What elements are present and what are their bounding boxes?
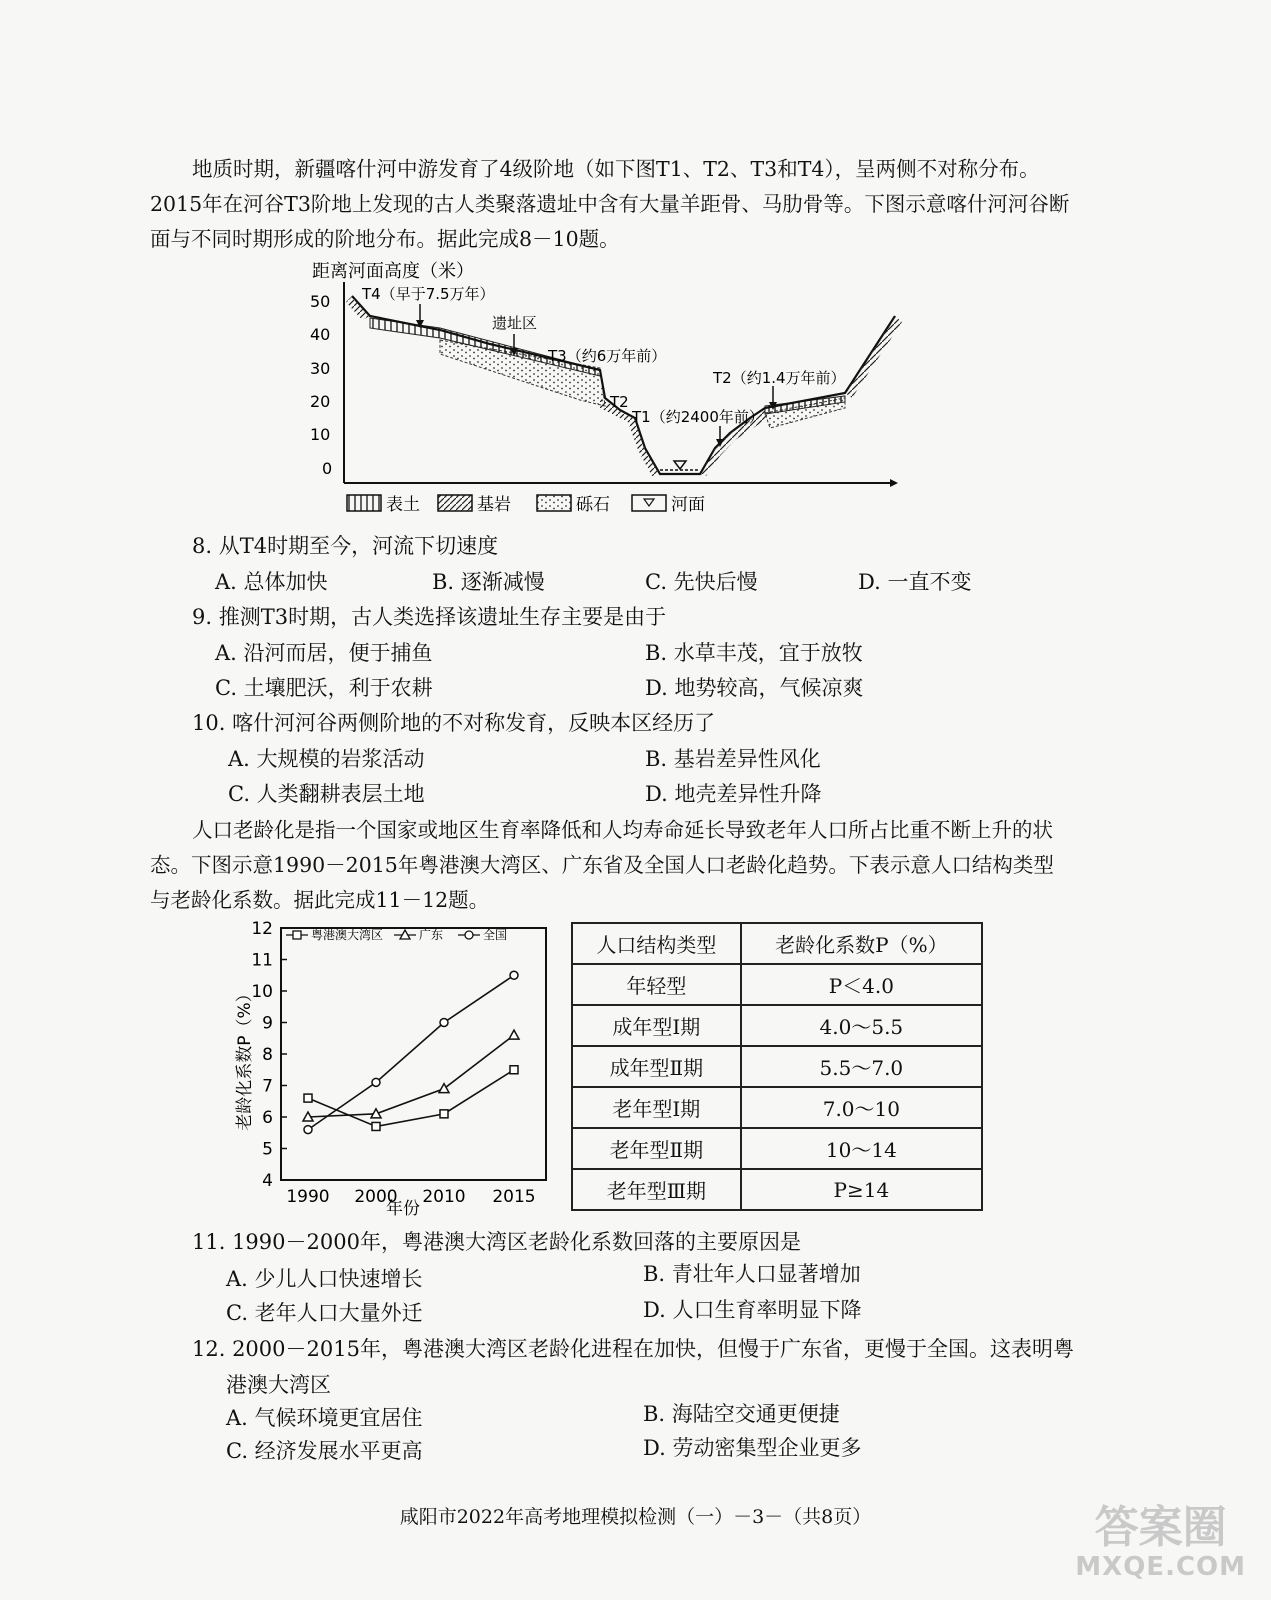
chart-legend-national: 全国 [483,928,508,942]
profile-legend [347,495,705,515]
intro-paragraph-aging: 人口老龄化是指一个国家或地区生育率降低和人均寿命延长导致老年人口所占比重不断上升的状态。下图示意1990－2015年粤港澳大湾区、广东省及全国人口老龄化趋势。下表示意人口结构类型与老龄化系数。据此完成11－12题。 [150,818,1054,912]
legend-bedrock-swatch [438,495,472,511]
intro-paragraph-terraces: 地质时期，新疆喀什河中游发育了4级阶地（如下图T1、T2、T3和T4），呈两侧不对称分布。2015年在河谷T3阶地上发现的古人类聚落遗址中含有大量羊距骨、马肋骨等。下图示意喀什河河谷断面与不同时期形成的阶地分布。据此完成8－10题。 [150,157,1070,251]
question-11-option-a: A. 少儿人口快速增长 [226,1267,423,1291]
chart-legend [286,927,507,942]
chart-y-tick-label: 11 [251,950,273,971]
legend-bedrock-label: 基岩 [477,495,511,515]
chart-x-tick-label: 2000 [354,1187,398,1207]
question-11-option-b: B. 青壮年人口显著增加 [643,1262,861,1286]
question-9-option-a: A. 沿河而居，便于捕鱼 [215,641,433,665]
profile-x-axis-arrow [890,479,898,487]
chart-y-tick-label: 4 [262,1171,273,1191]
question-12-stem-continued: 港澳大湾区 [226,1373,331,1397]
question-9-option-b: B. 水草丰茂，宜于放牧 [645,641,863,665]
chart-x-tick-label: 2010 [422,1187,466,1207]
question-12-option-d: D. 劳动密集型企业更多 [643,1436,862,1460]
chart-series-line-2 [308,975,514,1129]
table-header-coefficient: 老龄化系数P（%） [741,923,982,964]
profile-y-tick: 20 [310,392,331,411]
question-8-stem: 8. 从T4时期至今，河流下切速度 [192,534,499,558]
chart-series-line-1 [308,1035,514,1117]
label-t4: T4（早于7.5万年） [362,285,495,303]
question-12-option-b: B. 海陆空交通更便捷 [643,1402,840,1426]
label-t2-right: T2（约1.4万年前） [713,369,846,387]
river-surface-marker [674,461,686,469]
profile-y-tick: 30 [310,359,331,378]
legend-river-label: 河面 [671,495,705,515]
profile-y-axis-label: 距离河面高度（米） [312,261,474,282]
table-row: 老年型Ⅰ期 7.0～10 [572,1087,982,1128]
aging-trend-line-chart [226,918,556,1218]
chart-point-circle [304,1126,312,1134]
question-10-option-b: B. 基岩差异性风化 [645,747,821,771]
question-12-stem: 12. 2000－2015年，粤港澳大湾区老龄化进程在加快，但慢于广东省，更慢于全国。这表明粤 [192,1337,1074,1361]
population-structure-table [571,922,983,1211]
profile-y-ticks [310,292,332,478]
label-t2-left: T2 [610,393,629,411]
chart-plot-frame [281,928,546,1180]
table-row: 年轻型 P＜4.0 [572,964,982,1005]
table-row: 成年型Ⅱ期 5.5～7.0 [572,1046,982,1087]
chart-point-square [510,1066,518,1074]
bedrock-hatch-right [845,316,902,398]
question-9-option-c: C. 土壤肥沃，利于农耕 [215,676,433,700]
chart-y-tick-label: 9 [262,1013,273,1034]
question-10-stem: 10. 喀什河河谷两侧阶地的不对称发育，反映本区经历了 [192,711,716,735]
chart-y-tick-label: 5 [262,1139,273,1160]
question-12-option-c: C. 经济发展水平更高 [226,1439,423,1463]
label-t3: T3（约6万年前） [548,347,667,365]
question-12-option-a: A. 气候环境更宜居住 [226,1406,423,1430]
legend-topsoil-label: 表土 [386,495,420,515]
question-8-option-a: A. 总体加快 [215,570,328,594]
watermark-text: 答案圈 [1094,1502,1227,1553]
profile-y-tick: 50 [310,292,331,311]
chart-x-tick-label: 2015 [492,1187,536,1207]
chart-point-square [440,1110,448,1118]
profile-y-tick: 10 [310,425,331,444]
question-11-stem: 11. 1990－2000年，粤港澳大湾区老龄化系数回落的主要原因是 [192,1230,801,1254]
chart-point-square [372,1122,380,1130]
chart-x-axis-label: 年份 [386,1199,420,1218]
chart-point-circle [440,1019,448,1027]
legend-gravel-label: 砾石 [576,495,610,515]
chart-x-tick-label: 1990 [286,1187,330,1207]
legend-gravel-swatch [537,495,571,511]
watermark-url: MXQE.COM [1075,1552,1246,1582]
question-9-option-d: D. 地势较高，气候凉爽 [645,676,864,700]
chart-y-tick-label: 7 [262,1076,273,1097]
page-footer: 咸阳市2022年高考地理模拟检测（一）－3－（共8页） [399,1506,872,1528]
chart-series-line-0 [308,1070,514,1127]
question-8-option-b: B. 逐渐减慢 [432,570,545,594]
label-t1: T1（约2400年前） [632,408,764,426]
chart-y-tick-label: 12 [251,919,273,939]
table-row: 成年型Ⅰ期 4.0～5.5 [572,1005,982,1046]
question-11-option-c: C. 老年人口大量外迁 [226,1301,423,1325]
chart-point-circle [510,971,518,979]
chart-legend-guangdong: 广东 [419,928,444,942]
legend-river-swatch [632,495,666,511]
chart-y-tick-label: 6 [262,1108,273,1128]
profile-y-tick: 40 [310,325,331,344]
table-row: 老年型Ⅲ期 P≥14 [572,1169,982,1210]
question-8-option-d: D. 一直不变 [858,570,972,594]
chart-legend-gba: 粤港澳大湾区 [311,928,384,942]
profile-y-tick: 0 [322,459,333,478]
chart-y-tick-label: 8 [262,1045,273,1065]
question-10-option-a: A. 大规模的岩浆活动 [228,747,425,771]
question-10-option-c: C. 人类翻耕表层土地 [228,782,425,806]
question-10-option-d: D. 地壳差异性升降 [645,782,822,806]
table-header-type: 人口结构类型 [572,923,741,964]
question-9-stem: 9. 推测T3时期，古人类选择该遗址生存主要是由于 [192,605,667,629]
watermark [1075,1504,1246,1582]
table-row: 老年型Ⅱ期 10～14 [572,1128,982,1169]
question-8-option-c: C. 先快后慢 [645,570,758,594]
chart-y-tick-label: 10 [251,982,273,1002]
chart-point-square [304,1094,312,1102]
table-header-row [572,923,982,964]
legend-topsoil-swatch [347,495,381,511]
question-11-option-d: D. 人口生育率明显下降 [643,1298,862,1322]
chart-point-triangle [509,1030,519,1039]
chart-point-circle [372,1078,380,1086]
river-valley-profile-diagram [300,258,910,520]
chart-y-axis-label: 老龄化系数P（%） [235,985,255,1131]
label-site: 遗址区 [492,314,538,332]
